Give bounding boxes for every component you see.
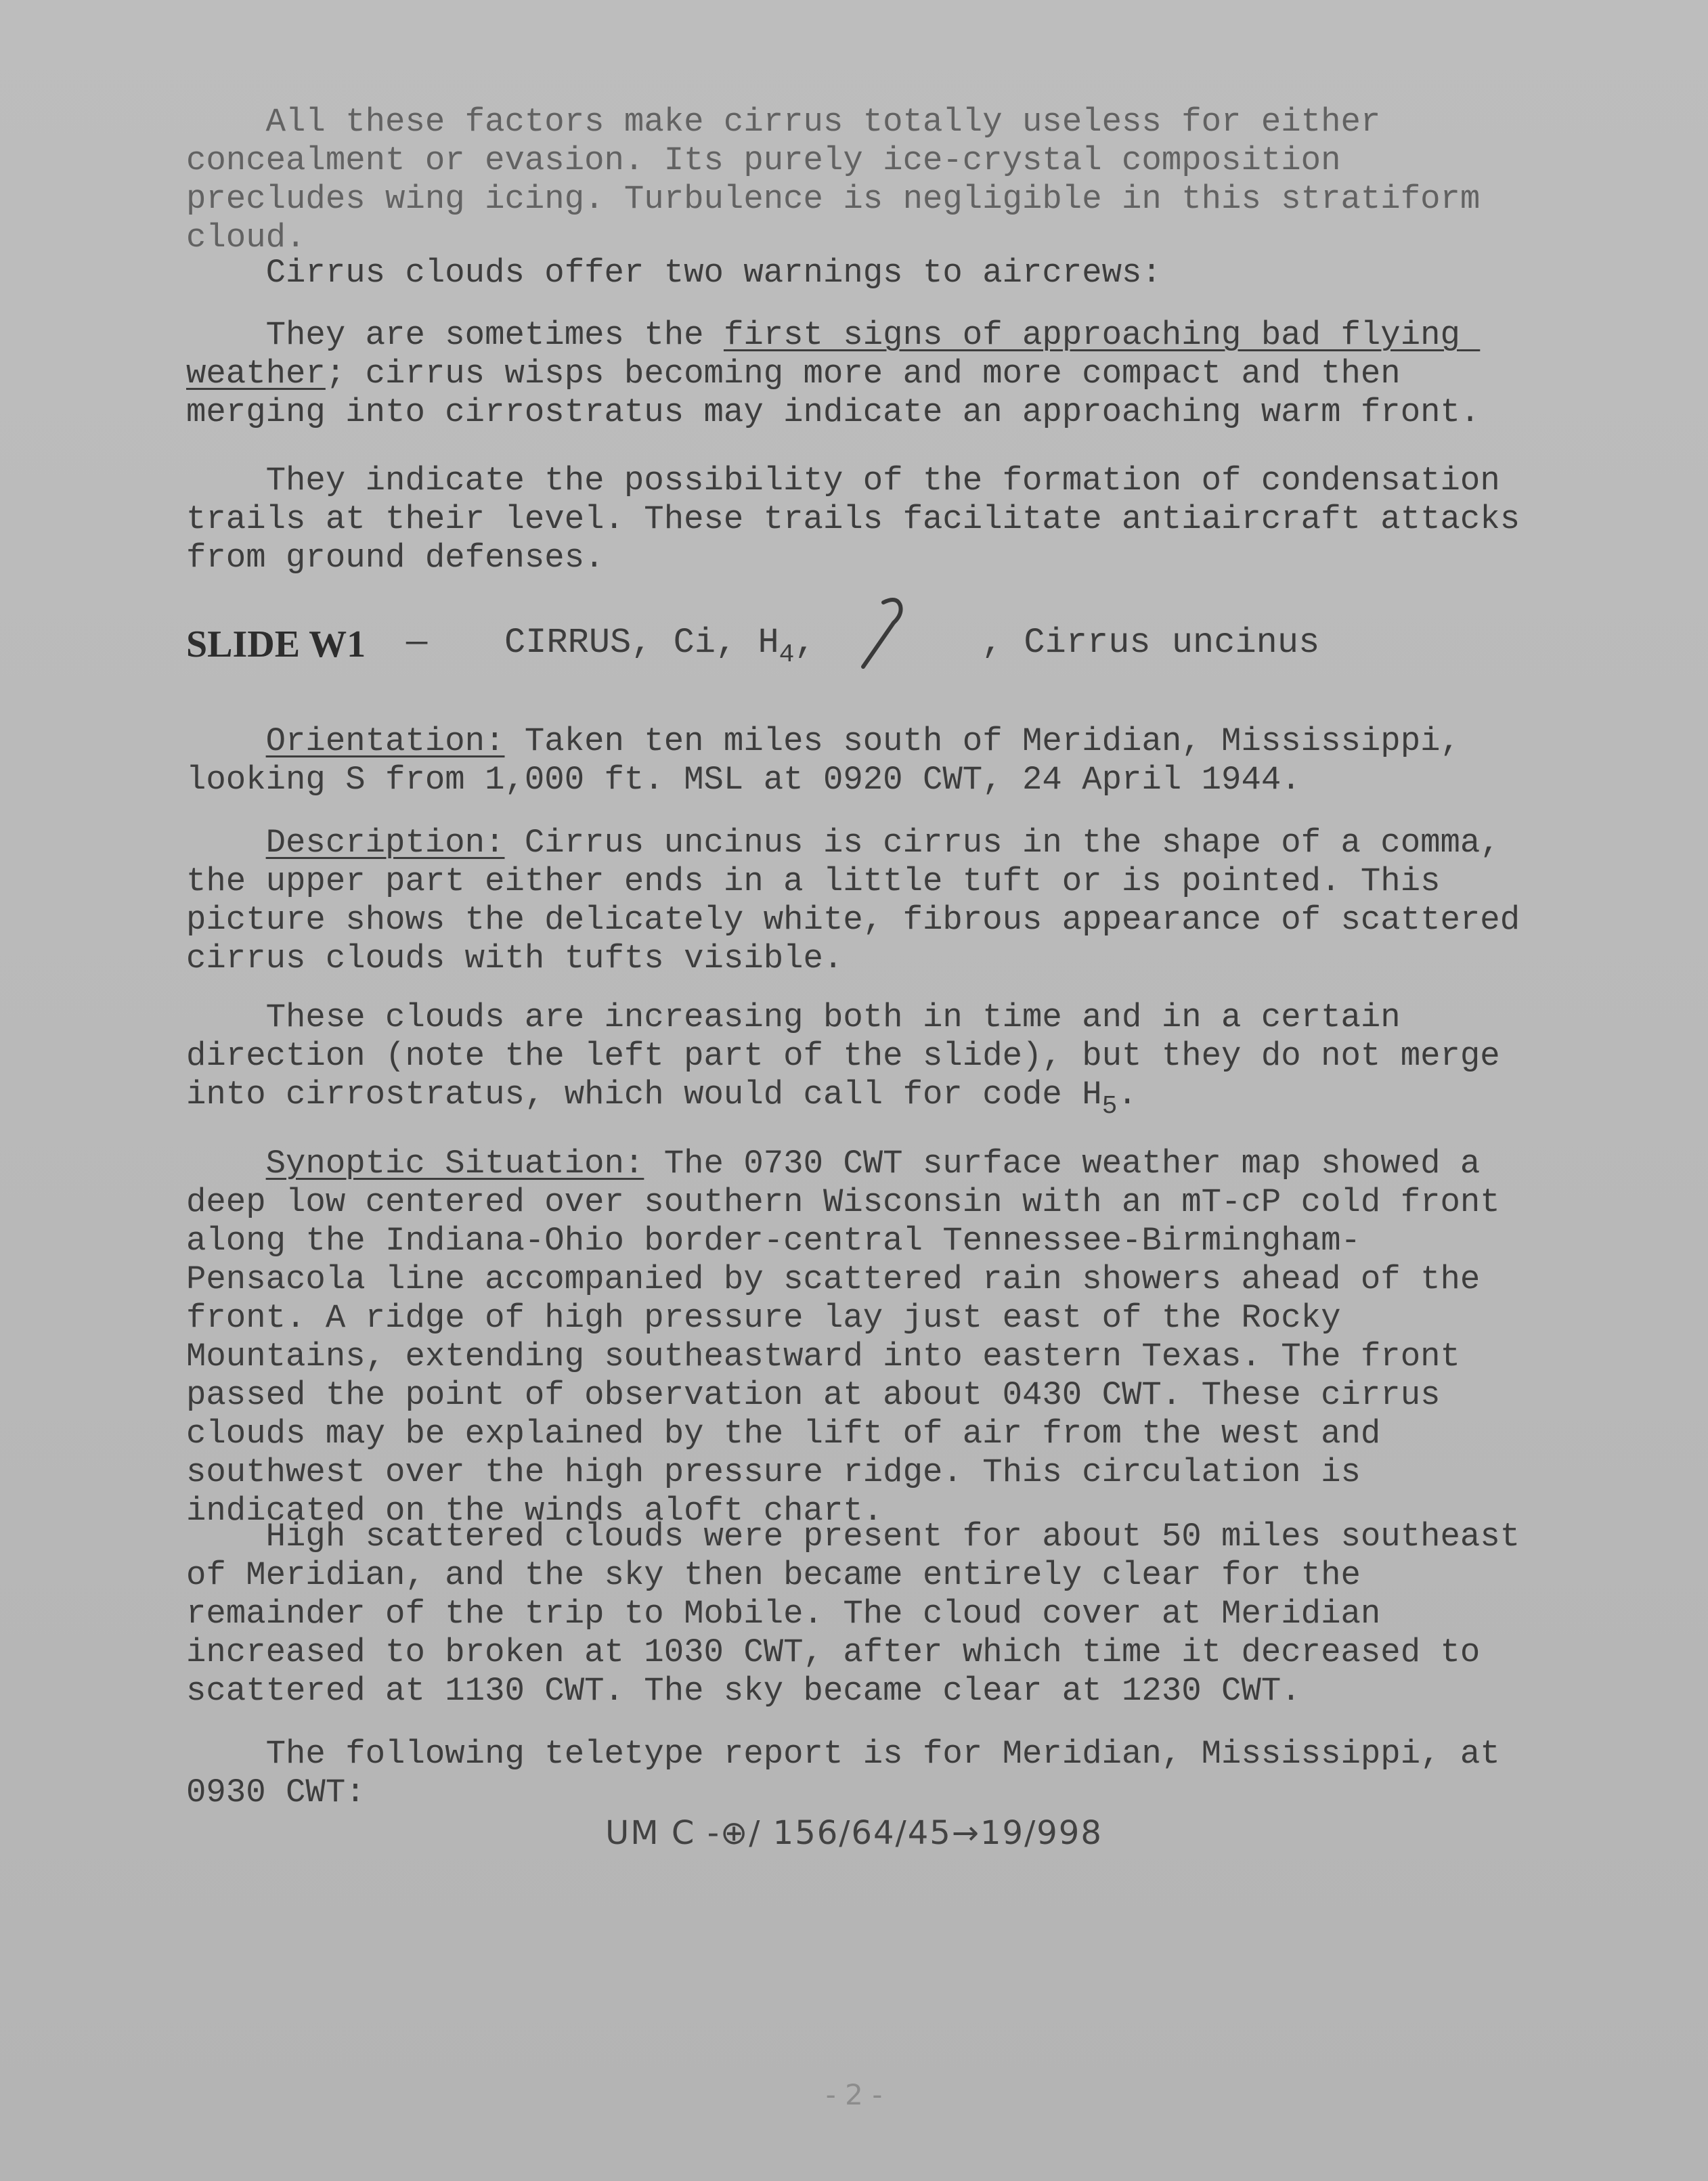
paragraph-warning-two	[186, 423, 1540, 616]
orientation-text: Taken ten miles south of Meridian, Mississippi, looking S from 1,000 ft. MSL at 0920 CWT, 24 April 1944.	[186, 722, 1481, 799]
slide-title	[504, 623, 816, 669]
slide-label: SLIDE W1	[186, 623, 366, 665]
paragraph-text: Cirrus clouds offer two warnings to aircrews:	[265, 254, 1162, 292]
description-label: Description:	[265, 824, 505, 862]
increasing-subscript: 5	[1101, 1092, 1118, 1121]
orientation-label: Orientation:	[265, 722, 505, 760]
synoptic-text: The 0730 CWT surface weather map showed a deep low centered over southern Wisconsin with an mT-cP cold front along the Indiana-Ohio border-central Tennessee-Birmingham-Pensacola line accompanied by scattered rain showers ahead of the front. A ridge of high pressure lay just east of the Rocky Mountains, extending southeastward into eastern Texas. The front passed the point of observation at about 0430 CWT. These cirrus clouds may be explained by the lift of air from the west and southwest over the high pressure ridge. This circulation is indicated on the winds aloft chart.	[186, 1145, 1520, 1530]
warning-one-underlined: first signs of approaching bad flying weather	[186, 316, 1481, 393]
slide-cloud-name: , Cirrus uncinus	[982, 623, 1320, 663]
paragraph-text: The following teletype report is for Meridian, Mississippi, at 0930 CWT:	[186, 1735, 1520, 1811]
paragraph-text: High scattered clouds were present for about 50 miles southeast of Meridian, and the sky then became entirely clear for the remainder of the trip to Mobile. The cloud cover at Meridian increased to broken at 1030 CWT, after which time it decreased to scattered at 1130 CWT. The sky became clear at 1230 CWT.	[186, 1518, 1540, 1710]
cirrus-uncinus-symbol-icon	[856, 596, 931, 674]
slide-heading	[186, 596, 1533, 677]
increasing-end: .	[1117, 1076, 1137, 1114]
warning-one-rest: ; cirrus wisps becoming more and more compact and then merging into cirrostratus may indicate an approaching warm front.	[186, 355, 1481, 431]
slide-title-comma: ,	[794, 623, 816, 663]
increasing-text: These clouds are increasing both in time and in a certain direction (note the left part of the slide), but they do not merge into cirrostratus, which would call for code H	[186, 998, 1520, 1114]
paragraph-text: They indicate the possibility of the formation of condensation trails at their level. These trails facilitate antiaircraft attacks from ground defenses.	[186, 462, 1540, 577]
warning-one-lead: They are sometimes the	[265, 316, 724, 354]
teletype-report: UM C -⊕/ 156/64/45→19/998	[605, 1814, 1103, 1852]
slide-title-subscript: 4	[779, 640, 795, 669]
slide-title-text: CIRRUS, Ci, H	[504, 623, 779, 663]
description-text: Cirrus uncinus is cirrus in the shape of a comma, the upper part either ends in a little tuft or is pointed. This picture shows the delicately white, fibrous appearance of scattered cirrus clouds with tufts visible.	[186, 824, 1540, 977]
slide-dash: —	[406, 623, 428, 663]
paragraph-text: All these factors make cirrus totally useless for either concealment or evasion. Its purely ice-crystal composition precludes wing icing. Turbulence is negligible in this stratiform cloud.	[186, 103, 1500, 257]
synoptic-label: Synoptic Situation:	[265, 1145, 644, 1183]
page-number: - 2 -	[825, 2078, 883, 2111]
